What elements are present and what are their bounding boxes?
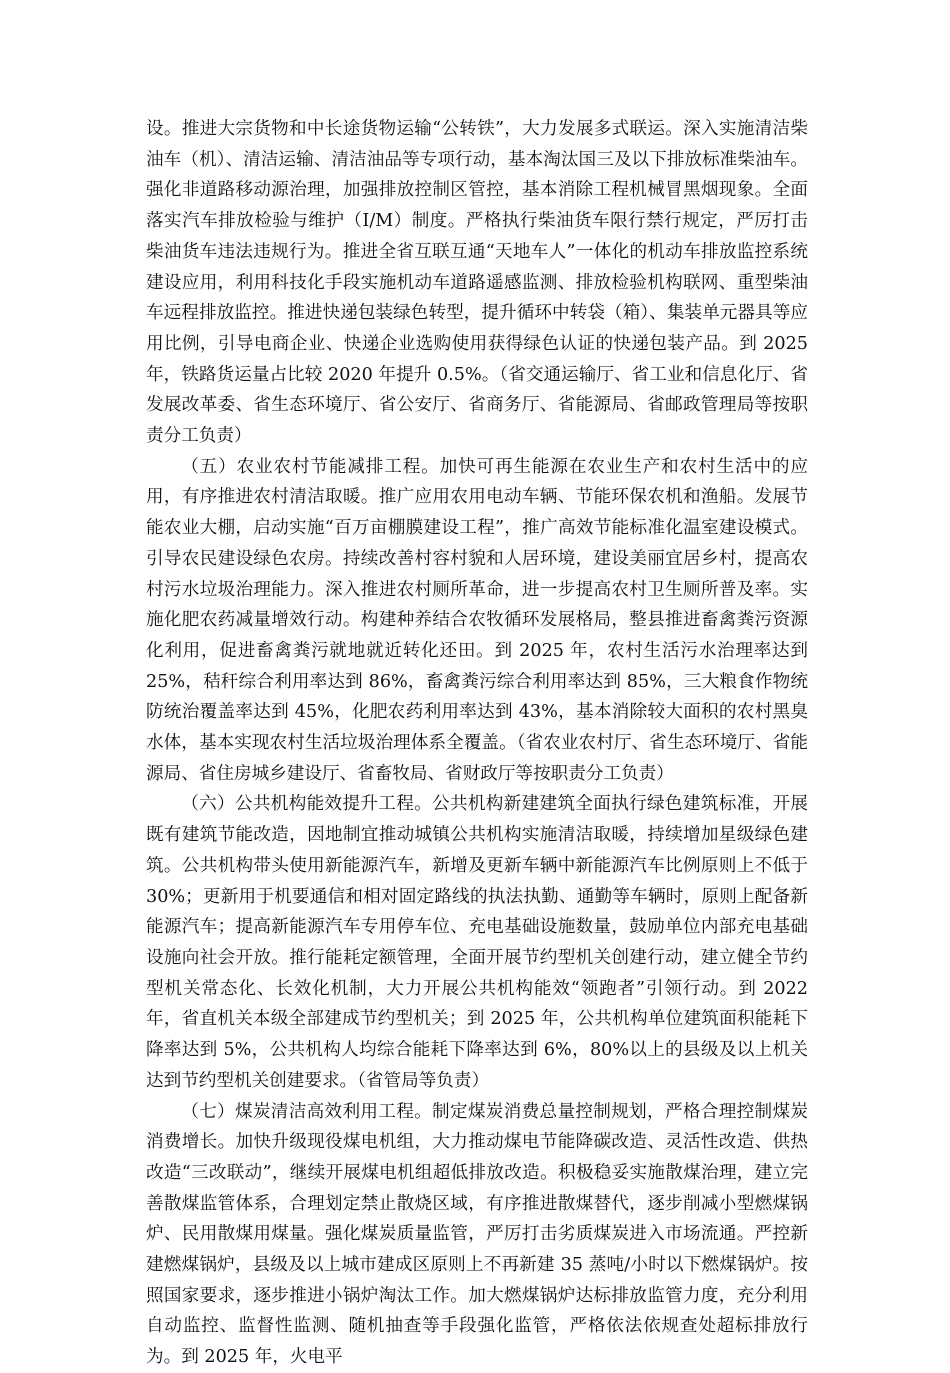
section-heading-5: （五）农业农村节能减排工程。 [181,456,440,477]
paragraph-public-institutions [146,789,808,1096]
document-body [146,114,808,1373]
section-heading-7: （七）煤炭清洁高效利用工程。 [181,1101,433,1122]
section-heading-6: （六）公共机构能效提升工程。 [181,794,433,815]
paragraph-coal [146,1097,808,1373]
paragraph-text: 加快可再生能源在农业生产和农村生活中的应用，有序推进农村清洁取暖。推广应用农用电动车辆、节能环保农机和渔船。发展节能农业大棚，启动实施“百万亩棚膜建设工程”，推广高效节能标准化温室建设模式。引导农民建设绿色农房。持续改善村容村貌和人居环境，建设美丽宜居乡村，提高农村污水垃圾治理能力。深入推进农村厕所革命，进一步提高农村卫生厕所普及率。实施化肥农药减量增效行动。构建种养结合农牧循环发展格局，整县推进畜禽粪污资源化利用，促进畜禽粪污就地就近转化还田。到 2025 年，农村生活污水治理率达到 25%，秸秆综合利用率达到 86%，畜禽粪污综合利用率达到 85%，三大粮食作物统防统治覆盖率达到 45%，化肥农药利用率达到 43%，基本消除较大面积的农村黑臭水体，基本实现农村生活垃圾治理体系全覆盖。（省农业农村厅、省生态环境厅、省能源局、省住房城乡建设厅、省畜牧局、省财政厅等按职责分工负责） [146,456,808,784]
paragraph-text: 公共机构新建建筑全面执行绿色建筑标准，开展既有建筑节能改造，因地制宜推动城镇公共机构实施清洁取暖，持续增加星级绿色建筑。公共机构带头使用新能源汽车，新增及更新车辆中新能源汽车比例原则上不低于 30%；更新用于机要通信和相对固定路线的执法执勤、通勤等车辆时，原则上配备新能源汽车；提高新能源汽车专用停车位、充电基础设施数量，鼓励单位内部充电基础设施向社会开放。推行能耗定额管理，全面开展节约型机关创建行动，建立健全节约型机关常态化、长效化机制，大力开展公共机构能效“领跑者”引领行动。到 2022 年，省直机关本级全部建成节约型机关；到 2025 年，公共机构单位建筑面积能耗下降率达到 5%，公共机构人均综合能耗下降率达到 6%，80%以上的县级及以上机关达到节约型机关创建要求。（省管局等负责） [146,794,808,1091]
paragraph-text: 制定煤炭消费总量控制规划，严格合理控制煤炭消费增长。加快升级现役煤电机组，大力推动煤电节能降碳改造、灵活性改造、供热改造“三改联动”，继续开展煤电机组超低排放改造。积极稳妥实施散煤治理，建立完善散煤监管体系，合理划定禁止散烧区域，有序推进散煤替代，逐步削减小型燃煤锅炉、民用散煤用煤量。强化煤炭质量监管，严厉打击劣质煤炭进入市场流通。严控新建燃煤锅炉，县级及以上城市建成区原则上不再新建 35 蒸吨/小时以下燃煤锅炉。按照国家要求，逐步推进小锅炉淘汰工作。加大燃煤锅炉达标排放监管力度，充分利用自动监控、监督性监测、随机抽查等手段强化监管，严格依法依规查处超标排放行为。到 2025 年，火电平 [146,1101,808,1368]
paragraph-transport-continued [146,114,808,452]
paragraph-text: 设。推进大宗货物和中长途货物运输“公转铁”，大力发展多式联运。深入实施清洁柴油车（机）、清洁运输、清洁油品等专项行动，基本淘汰国三及以下排放标准柴油车。强化非道路移动源治理，加强排放控制区管控，基本消除工程机械冒黑烟现象。全面落实汽车排放检验与维护（I/M）制度。严格执行柴油货车限行禁行规定，严厉打击柴油货车违法违规行为。推进全省互联互通“天地车人”一体化的机动车排放监控系统建设应用，利用科技化手段实施机动车道路遥感监测、排放检验机构联网、重型柴油车远程排放监控。推进快递包装绿色转型，提升循环中转袋（箱）、集装单元器具等应用比例，引导电商企业、快递企业选购使用获得绿色认证的快递包装产品。到 2025 年，铁路货运量占比较 2020 年提升 0.5%。（省交通运输厅、省工业和信息化厅、省发展改革委、省生态环境厅、省公安厅、省商务厅、省能源局、省邮政管理局等按职责分工负责） [146,119,808,447]
paragraph-agriculture [146,452,808,790]
